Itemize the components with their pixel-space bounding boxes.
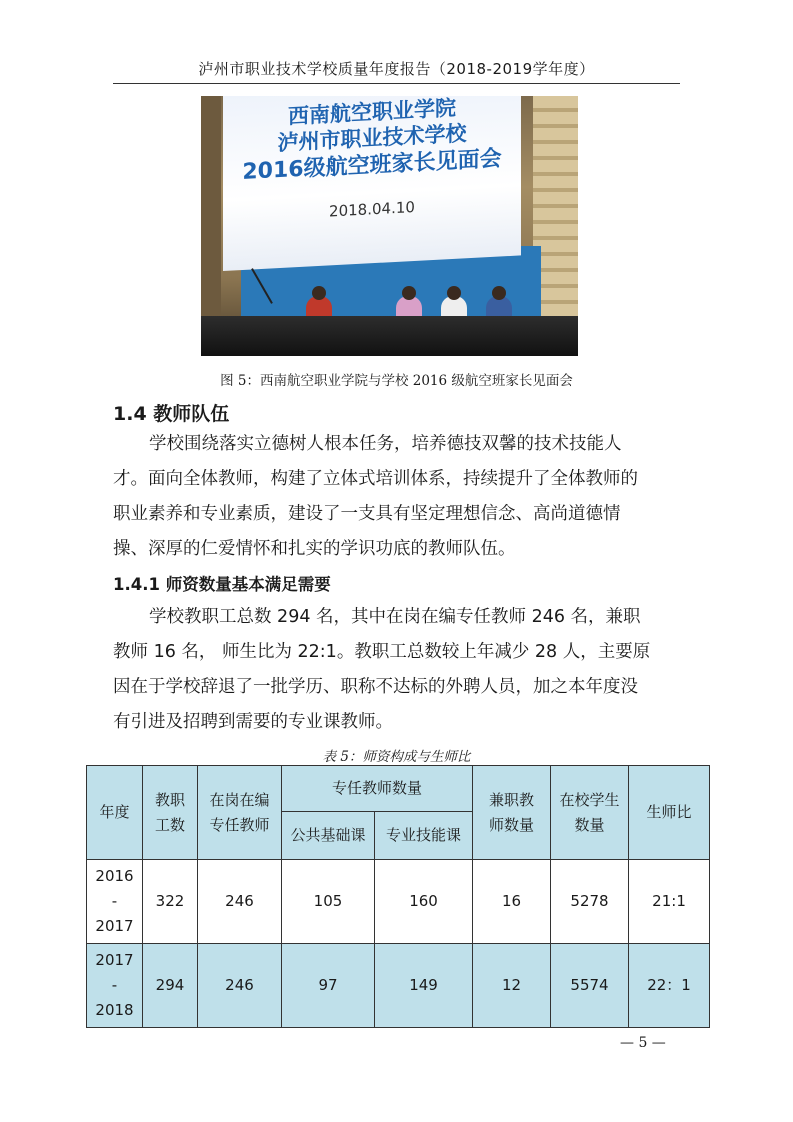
meeting-photo (201, 96, 578, 356)
screen-line-1: 西南航空职业学院 (288, 96, 456, 129)
cell-public-basic: 105 (282, 860, 375, 944)
table-caption: 表 5：师资构成与生师比 (322, 749, 471, 765)
header-cell-full-time: 在岗在编 专任教师 (198, 766, 282, 860)
paragraph-line: 学校围绕落实立德树人根本任务，培养德技双馨的技术技能人 (149, 434, 622, 454)
paragraph-line: 职业素养和专业素质，建设了一支具有坚定理想信念、高尚道德情 (113, 504, 621, 524)
paragraph-line: 有引进及招聘到需要的专业课教师。 (113, 712, 393, 732)
cell-students: 5574 (551, 944, 629, 1028)
subsection-paragraph (113, 600, 693, 740)
subsection-heading: 1.4.1 师资数量基本满足需要 (113, 575, 331, 594)
header-rule (113, 83, 680, 84)
cell-year: 2017 - 2018 (87, 944, 143, 1028)
paragraph-line: 才。面向全体教师，构建了立体式培训体系，持续提升了全体教师的 (113, 469, 638, 489)
cell-part-time: 12 (473, 944, 551, 1028)
table-row (87, 860, 710, 944)
running-header: 泸州市职业技术学校质量年度报告（2018-2019学年度） (198, 60, 595, 78)
cell-year: 2016 - 2017 (87, 860, 143, 944)
cell-staff: 322 (143, 860, 198, 944)
section-paragraph (113, 427, 693, 567)
table-row (87, 944, 710, 1028)
staff-table (86, 765, 710, 1028)
photo-front-table (201, 316, 578, 356)
header-cell-students: 在校学生 数量 (551, 766, 629, 860)
cell-students: 5278 (551, 860, 629, 944)
header-cell-year: 年度 (87, 766, 143, 860)
cell-professional: 160 (375, 860, 473, 944)
paragraph-line: 教师 16 名， 师生比为 22:1。教职工总数较上年减少 28 人，主要原 (113, 642, 651, 662)
page-number: — 5 — (620, 1035, 666, 1051)
screen-line-2: 泸州市职业技术学校 (277, 121, 467, 156)
header-cell-public-basic: 公共基础课 (282, 812, 375, 860)
projection-screen (223, 96, 521, 271)
screen-line-4: 2018.04.10 (329, 197, 415, 221)
header-cell-staff: 教职 工数 (143, 766, 198, 860)
cell-staff: 294 (143, 944, 198, 1028)
cell-part-time: 16 (473, 860, 551, 944)
cell-public-basic: 97 (282, 944, 375, 1028)
screen-line-3: 2016级航空班家长见面会 (242, 146, 502, 185)
header-cell-professional: 专业技能课 (375, 812, 473, 860)
header-cell-ratio: 生师比 (629, 766, 710, 860)
section-heading: 1.4 教师队伍 (113, 403, 230, 425)
cell-professional: 149 (375, 944, 473, 1028)
cell-ratio: 22：1 (629, 944, 710, 1028)
paragraph-line: 因在于学校辞退了一批学历、职称不达标的外聘人员，加之本年度没 (113, 677, 638, 697)
cell-ratio: 21:1 (629, 860, 710, 944)
paragraph-line: 操、深厚的仁爱情怀和扎实的学识功底的教师队伍。 (113, 539, 516, 559)
header-cell-part-time: 兼职教 师数量 (473, 766, 551, 860)
paragraph-line: 学校教职工总数 294 名，其中在岗在编专任教师 246 名，兼职 (149, 607, 641, 627)
cell-full-time: 246 (198, 944, 282, 1028)
table-header-row (87, 766, 710, 812)
figure-caption: 图 5：西南航空职业学院与学校 2016 级航空班家长见面会 (220, 373, 573, 389)
header-cell-teachers-group: 专任教师数量 (282, 766, 473, 812)
cell-full-time: 246 (198, 860, 282, 944)
